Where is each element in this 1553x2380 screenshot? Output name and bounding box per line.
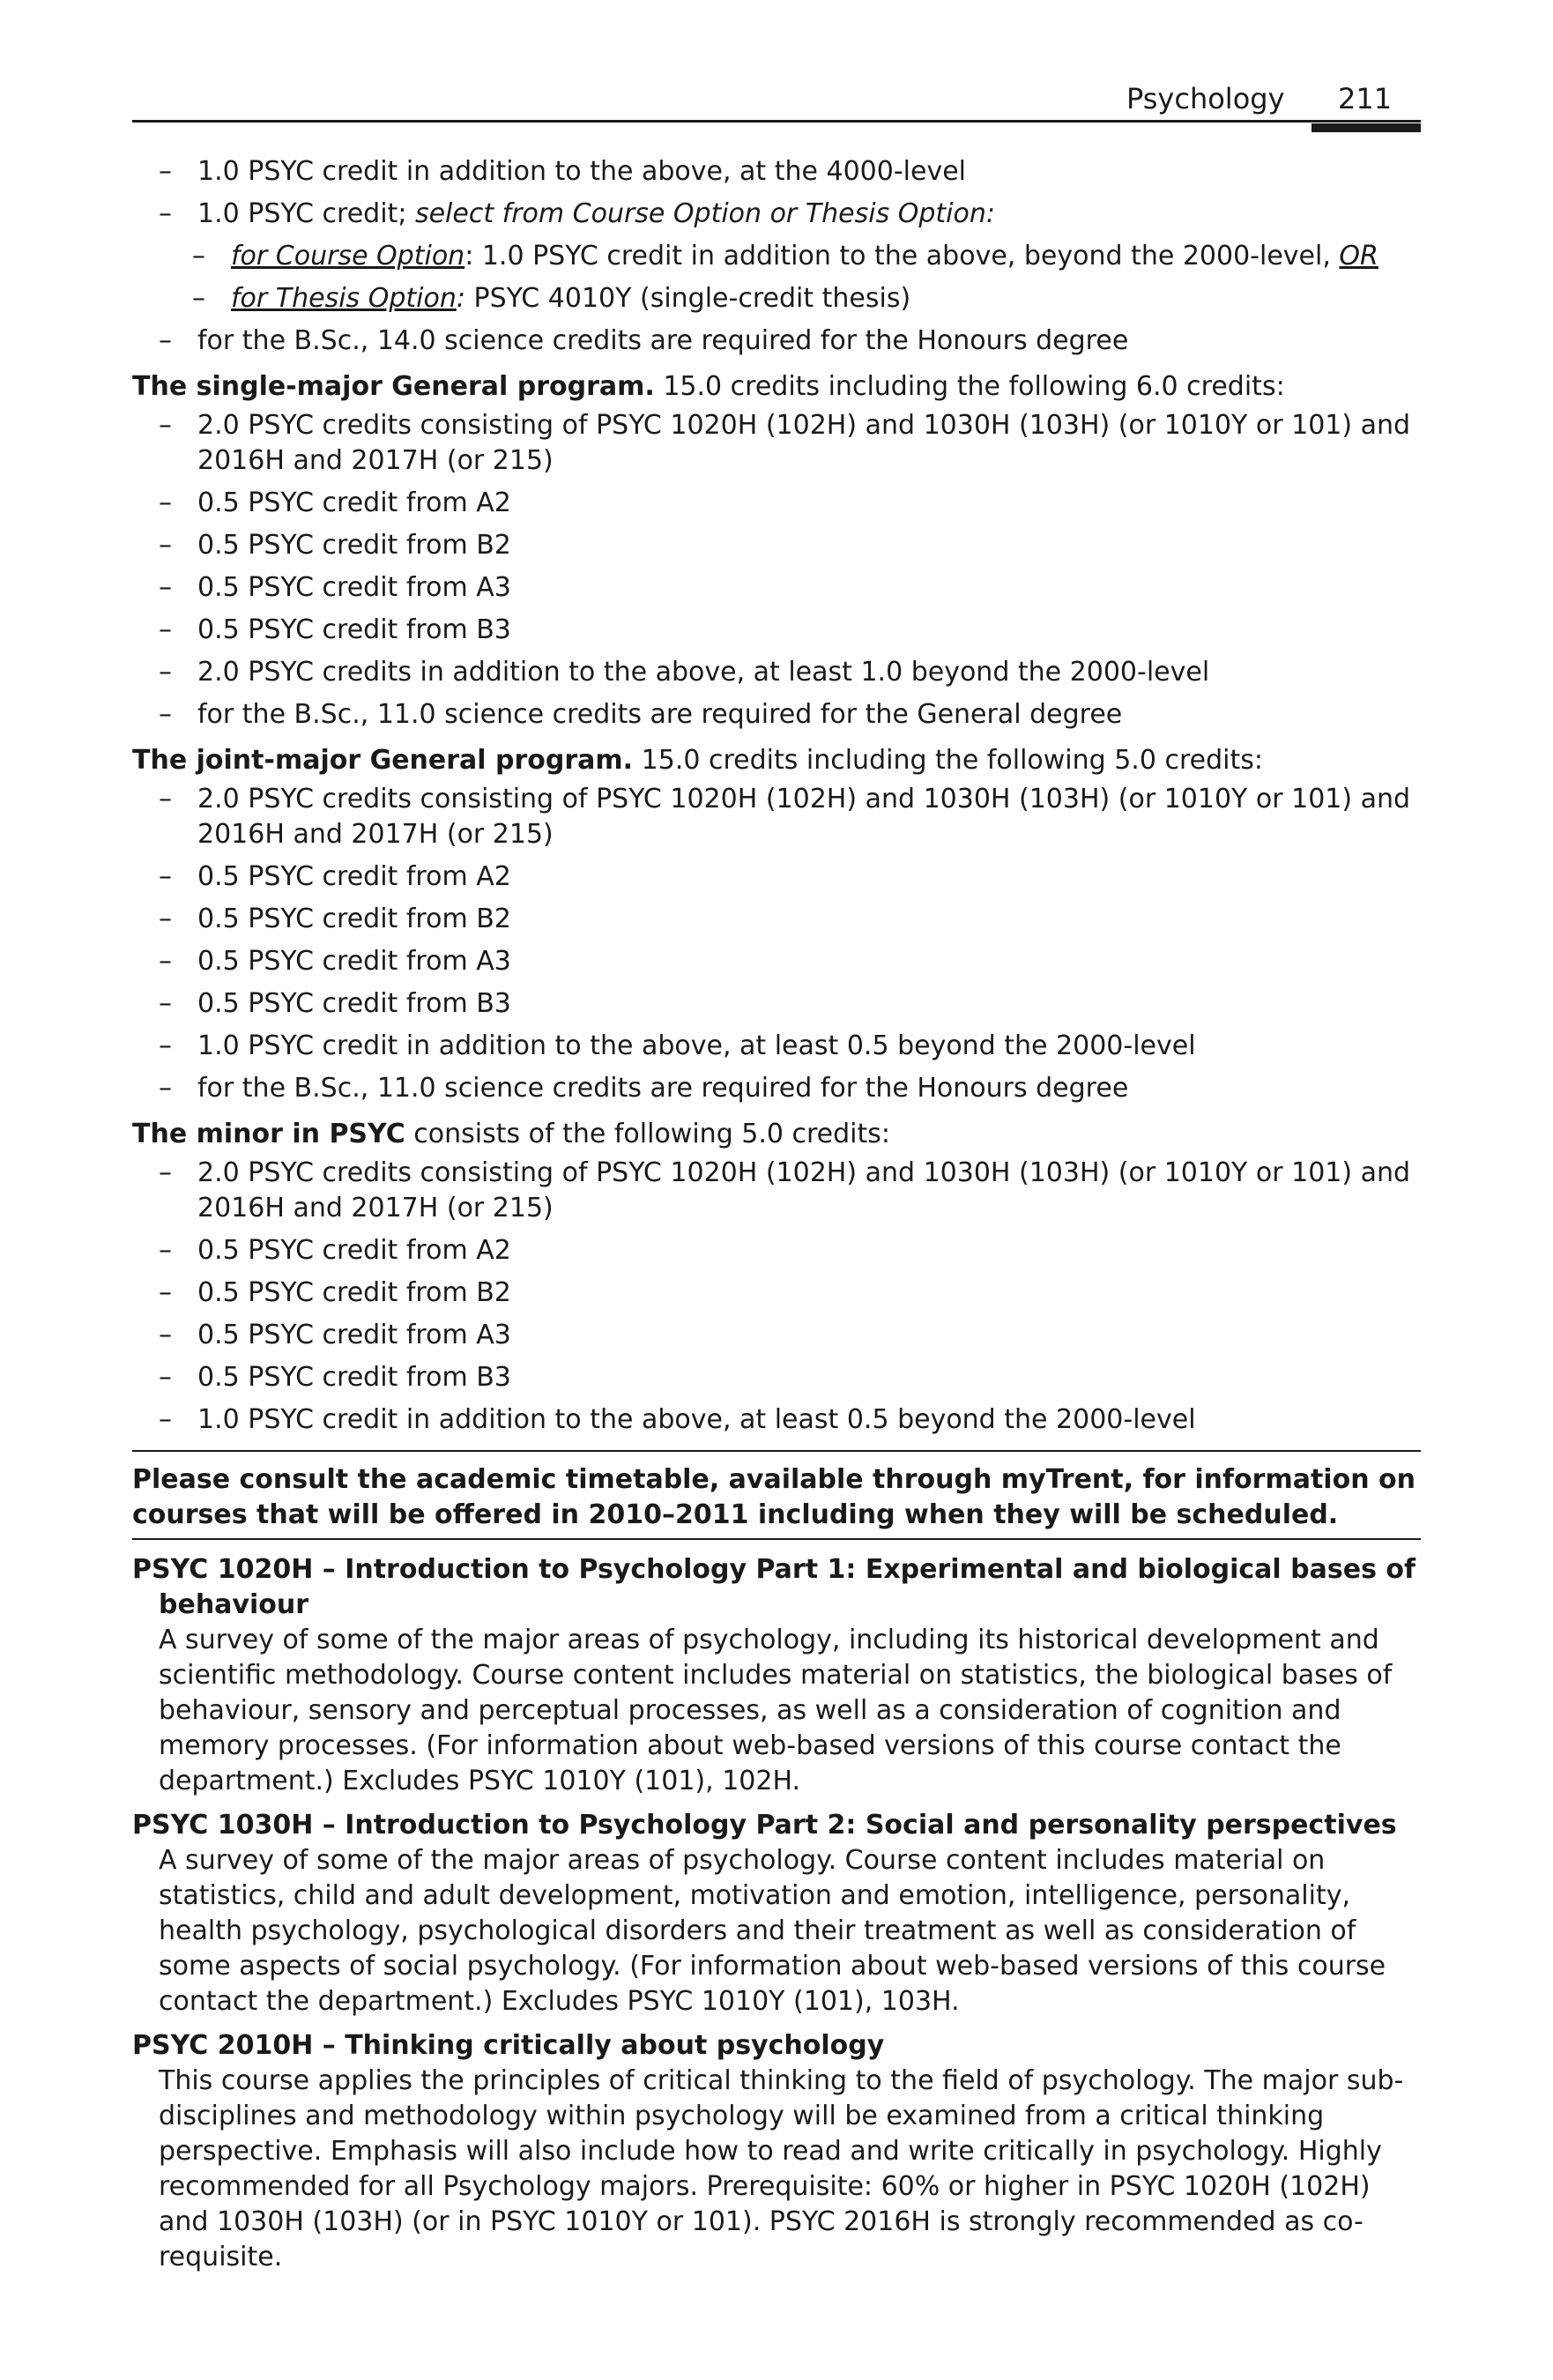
list-item: – 0.5 PSYC credit from A2 xyxy=(132,486,1421,521)
course-entry xyxy=(132,1808,1421,2019)
header-tab-marker xyxy=(1312,123,1421,132)
thesis-option-label: for Thesis Option xyxy=(231,283,457,314)
course-description: This course applies the principles of critical thinking to the field of psychology. The major subdisciplines and methodology within psychology will be examined from a critical thinking perspective. Emphasis will also include how to read and write critically in psychology. Highly recommended for all Psychology majors. Prerequisite: 60% or higher in PSYC 1020H (102H) and 1030H (103H) (or in PSYC 1010Y or 101). PSYC 2016H is strongly recommended as co-requisite. xyxy=(159,2065,1404,2272)
joint-major-heading: The joint-major General program. 15.0 credits including the following 5.0 credits: xyxy=(132,745,1263,776)
running-header xyxy=(132,78,1421,148)
timetable-notice: Please consult the academic timetable, available through myTrent, for information on courses that will be offered in 2010–2011 including when they will be scheduled. xyxy=(132,1450,1421,1540)
list-item: – 0.5 PSYC credit from B3 xyxy=(132,1360,1421,1395)
list-item: – 0.5 PSYC credit from A2 xyxy=(132,1233,1421,1268)
list-item: – 1.0 PSYC credit in addition to the above, at least 0.5 beyond the 2000-level xyxy=(132,1402,1421,1438)
list-item: – 2.0 PSYC credits consisting of PSYC 1020H (102H) and 1030H (103H) (or 1010Y or 101) and 2016H and 2017H (or 215) xyxy=(132,408,1421,479)
option-sublist xyxy=(132,239,1421,316)
list-item: – 0.5 PSYC credit from B3 xyxy=(132,986,1421,1022)
list-item: – for the B.Sc., 11.0 science credits are required for the Honours degree xyxy=(132,1071,1421,1106)
single-major-heading: The single-major General program. 15.0 credits including the following 6.0 credits: xyxy=(132,371,1285,402)
list-item: – 2.0 PSYC credits in addition to the above, at least 1.0 beyond the 2000-level xyxy=(132,655,1421,690)
course-title: PSYC 1030H – Introduction to Psychology Part 2: Social and personality perspectives xyxy=(132,1810,1397,1841)
course-entry xyxy=(132,1552,1421,1799)
course-description: A survey of some of the major areas of psychology, including its historical development and scientific methodology. Course content includes material on statistics, the biological bases of behaviour, sensory and perceptual processes, as well as a consideration of cognition and memory processes. (For information about web-based versions of this course contact the department.) Excludes PSYC 1010Y (101), 102H. xyxy=(159,1625,1393,1796)
course-title: PSYC 2010H – Thinking critically about psychology xyxy=(132,2030,885,2061)
option-lead: select from Course Option or Thesis Option: xyxy=(414,198,995,229)
course-title: PSYC 1020H – Introduction to Psychology Part 1: Experimental and biological bases of behaviour xyxy=(132,1554,1416,1620)
list-item: – 1.0 PSYC credit in addition to the above, at the 4000-level xyxy=(132,154,1421,190)
joint-major-list xyxy=(132,782,1421,1106)
single-major-list xyxy=(132,408,1421,733)
honours-requirements-list xyxy=(132,154,1421,232)
course-description: A survey of some of the major areas of psychology. Course content includes material on statistics, child and adult development, motivation and emotion, intelligence, personality, health psychology, psychological disorders and their treatment as well as consideration of some aspects of social psychology. (For information about web-based versions of this course contact the department.) Excludes PSYC 1010Y (101), 103H. xyxy=(159,1845,1386,2017)
header-rule xyxy=(132,120,1421,123)
or-label: OR xyxy=(1339,241,1378,271)
course-option-label: for Course Option xyxy=(231,241,465,271)
list-item: – 2.0 PSYC credits consisting of PSYC 1020H (102H) and 1030H (103H) (or 1010Y or 101) and 2016H and 2017H (or 215) xyxy=(132,782,1421,852)
page-number: 211 xyxy=(1338,82,1393,115)
header-section-title: Psychology xyxy=(1126,82,1285,115)
list-item: – 0.5 PSYC credit from A3 xyxy=(132,570,1421,606)
list-item: – for Course Option: 1.0 PSYC credit in addition to the above, beyond the 2000-level, OR xyxy=(132,239,1421,274)
list-item: – 0.5 PSYC credit from A3 xyxy=(132,944,1421,979)
main-content xyxy=(132,154,1421,2284)
list-item: – 0.5 PSYC credit from A3 xyxy=(132,1318,1421,1353)
list-item: – for the B.Sc., 11.0 science credits are required for the General degree xyxy=(132,697,1421,733)
list-item: – 0.5 PSYC credit from A2 xyxy=(132,859,1421,895)
list-item: – 0.5 PSYC credit from B2 xyxy=(132,528,1421,563)
course-entry xyxy=(132,2028,1421,2275)
minor-list xyxy=(132,1156,1421,1438)
honours-requirements-list-end xyxy=(132,324,1421,359)
list-item: – 0.5 PSYC credit from B2 xyxy=(132,902,1421,937)
list-item: – 1.0 PSYC credit in addition to the above, at least 0.5 beyond the 2000-level xyxy=(132,1029,1421,1064)
list-item: – 2.0 PSYC credits consisting of PSYC 1020H (102H) and 1030H (103H) (or 1010Y or 101) and 2016H and 2017H (or 215) xyxy=(132,1156,1421,1226)
list-item: – for the B.Sc., 14.0 science credits are required for the Honours degree xyxy=(132,324,1421,359)
list-item: – 0.5 PSYC credit from B3 xyxy=(132,613,1421,648)
list-item: – for Thesis Option: PSYC 4010Y (single-credit thesis) xyxy=(132,281,1421,316)
list-item: – 1.0 PSYC credit; select from Course Option or Thesis Option: xyxy=(132,197,1421,232)
minor-heading: The minor in PSYC consists of the following 5.0 credits: xyxy=(132,1119,891,1149)
list-item: – 0.5 PSYC credit from B2 xyxy=(132,1276,1421,1311)
